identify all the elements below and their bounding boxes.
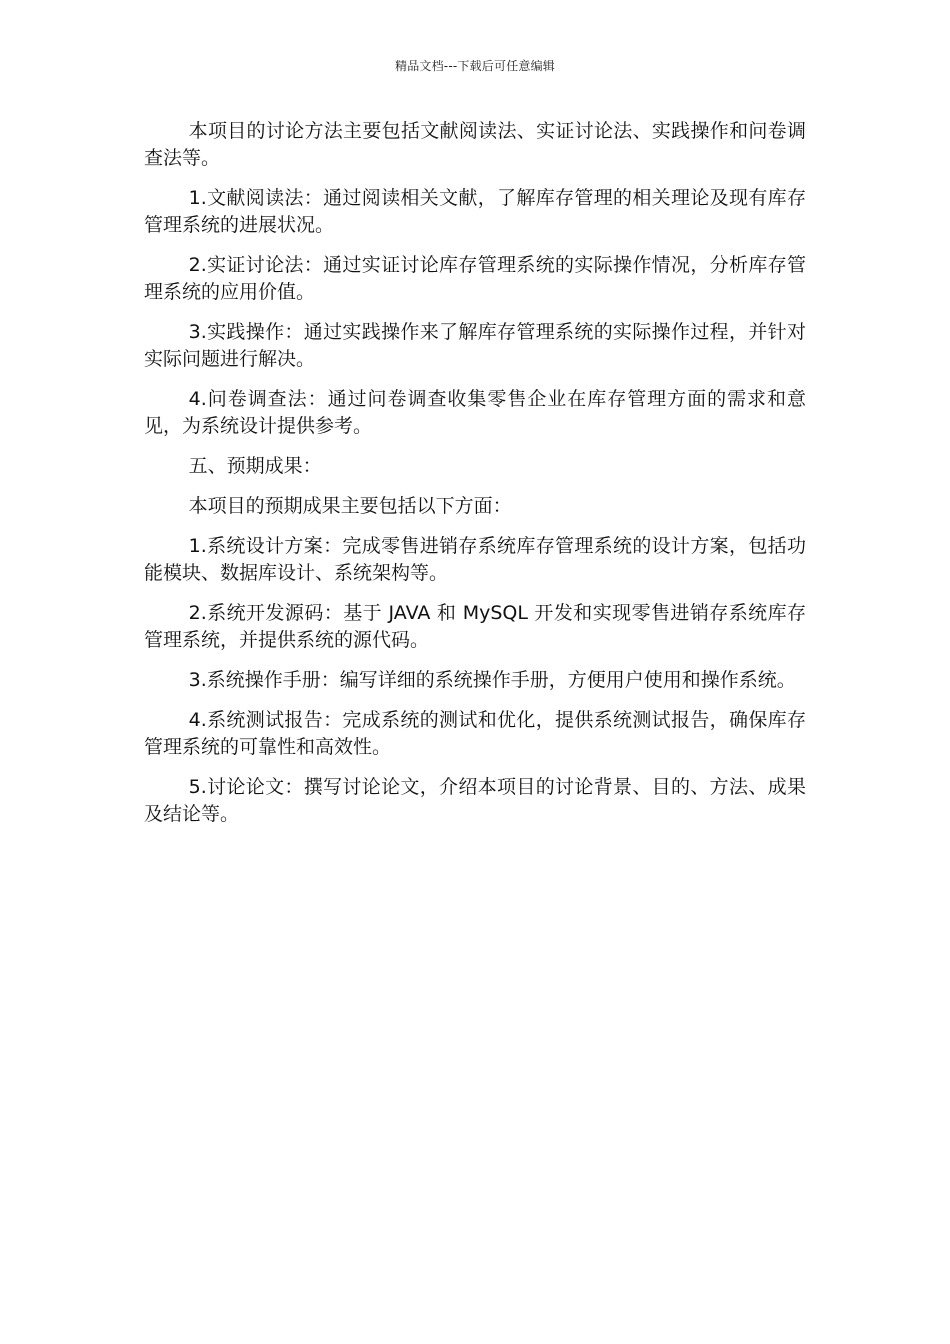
document-body: [144, 118, 806, 841]
paragraph-practice-method: 3.实践操作：通过实践操作来了解库存管理系统的实际操作过程，并针对实际问题进行解决。: [144, 321, 806, 370]
paragraph-methods-intro: 本项目的讨论方法主要包括文献阅读法、实证讨论法、实践操作和问卷调查法等。: [144, 120, 806, 169]
paragraph-source-code: 2.系统开发源码：基于 JAVA 和 MySQL 开发和实现零售进销存系统库存管理系统，并提供系统的源代码。: [144, 602, 806, 651]
section-heading-expected-results: 五、预期成果：: [188, 455, 322, 477]
paragraph-survey-method: 4.问卷调查法：通过问卷调查收集零售企业在库存管理方面的需求和意见，为系统设计提供参考。: [144, 388, 806, 437]
paragraph-empirical-method: 2.实证讨论法：通过实证讨论库存管理系统的实际操作情况，分析库存管理系统的应用价值。: [144, 254, 806, 303]
paragraph-test-report: 4.系统测试报告：完成系统的测试和优化，提供系统测试报告，确保库存管理系统的可靠性和高效性。: [144, 709, 806, 758]
paragraph-user-manual: 3.系统操作手册：编写详细的系统操作手册，方便用户使用和操作系统。: [188, 669, 796, 691]
page-header: 精品文档---下载后可任意编辑: [395, 59, 555, 73]
paragraph-results-intro: 本项目的预期成果主要包括以下方面：: [188, 495, 512, 517]
paragraph-design-plan: 1.系统设计方案：完成零售进销存系统库存管理系统的设计方案，包括功能模块、数据库设计、系统架构等。: [144, 535, 806, 584]
paragraph-thesis: 5.讨论论文：撰写讨论论文，介绍本项目的讨论背景、目的、方法、成果及结论等。: [144, 776, 806, 825]
paragraph-literature-method: 1.文献阅读法：通过阅读相关文献，了解库存管理的相关理论及现有库存管理系统的进展状况。: [144, 187, 806, 236]
